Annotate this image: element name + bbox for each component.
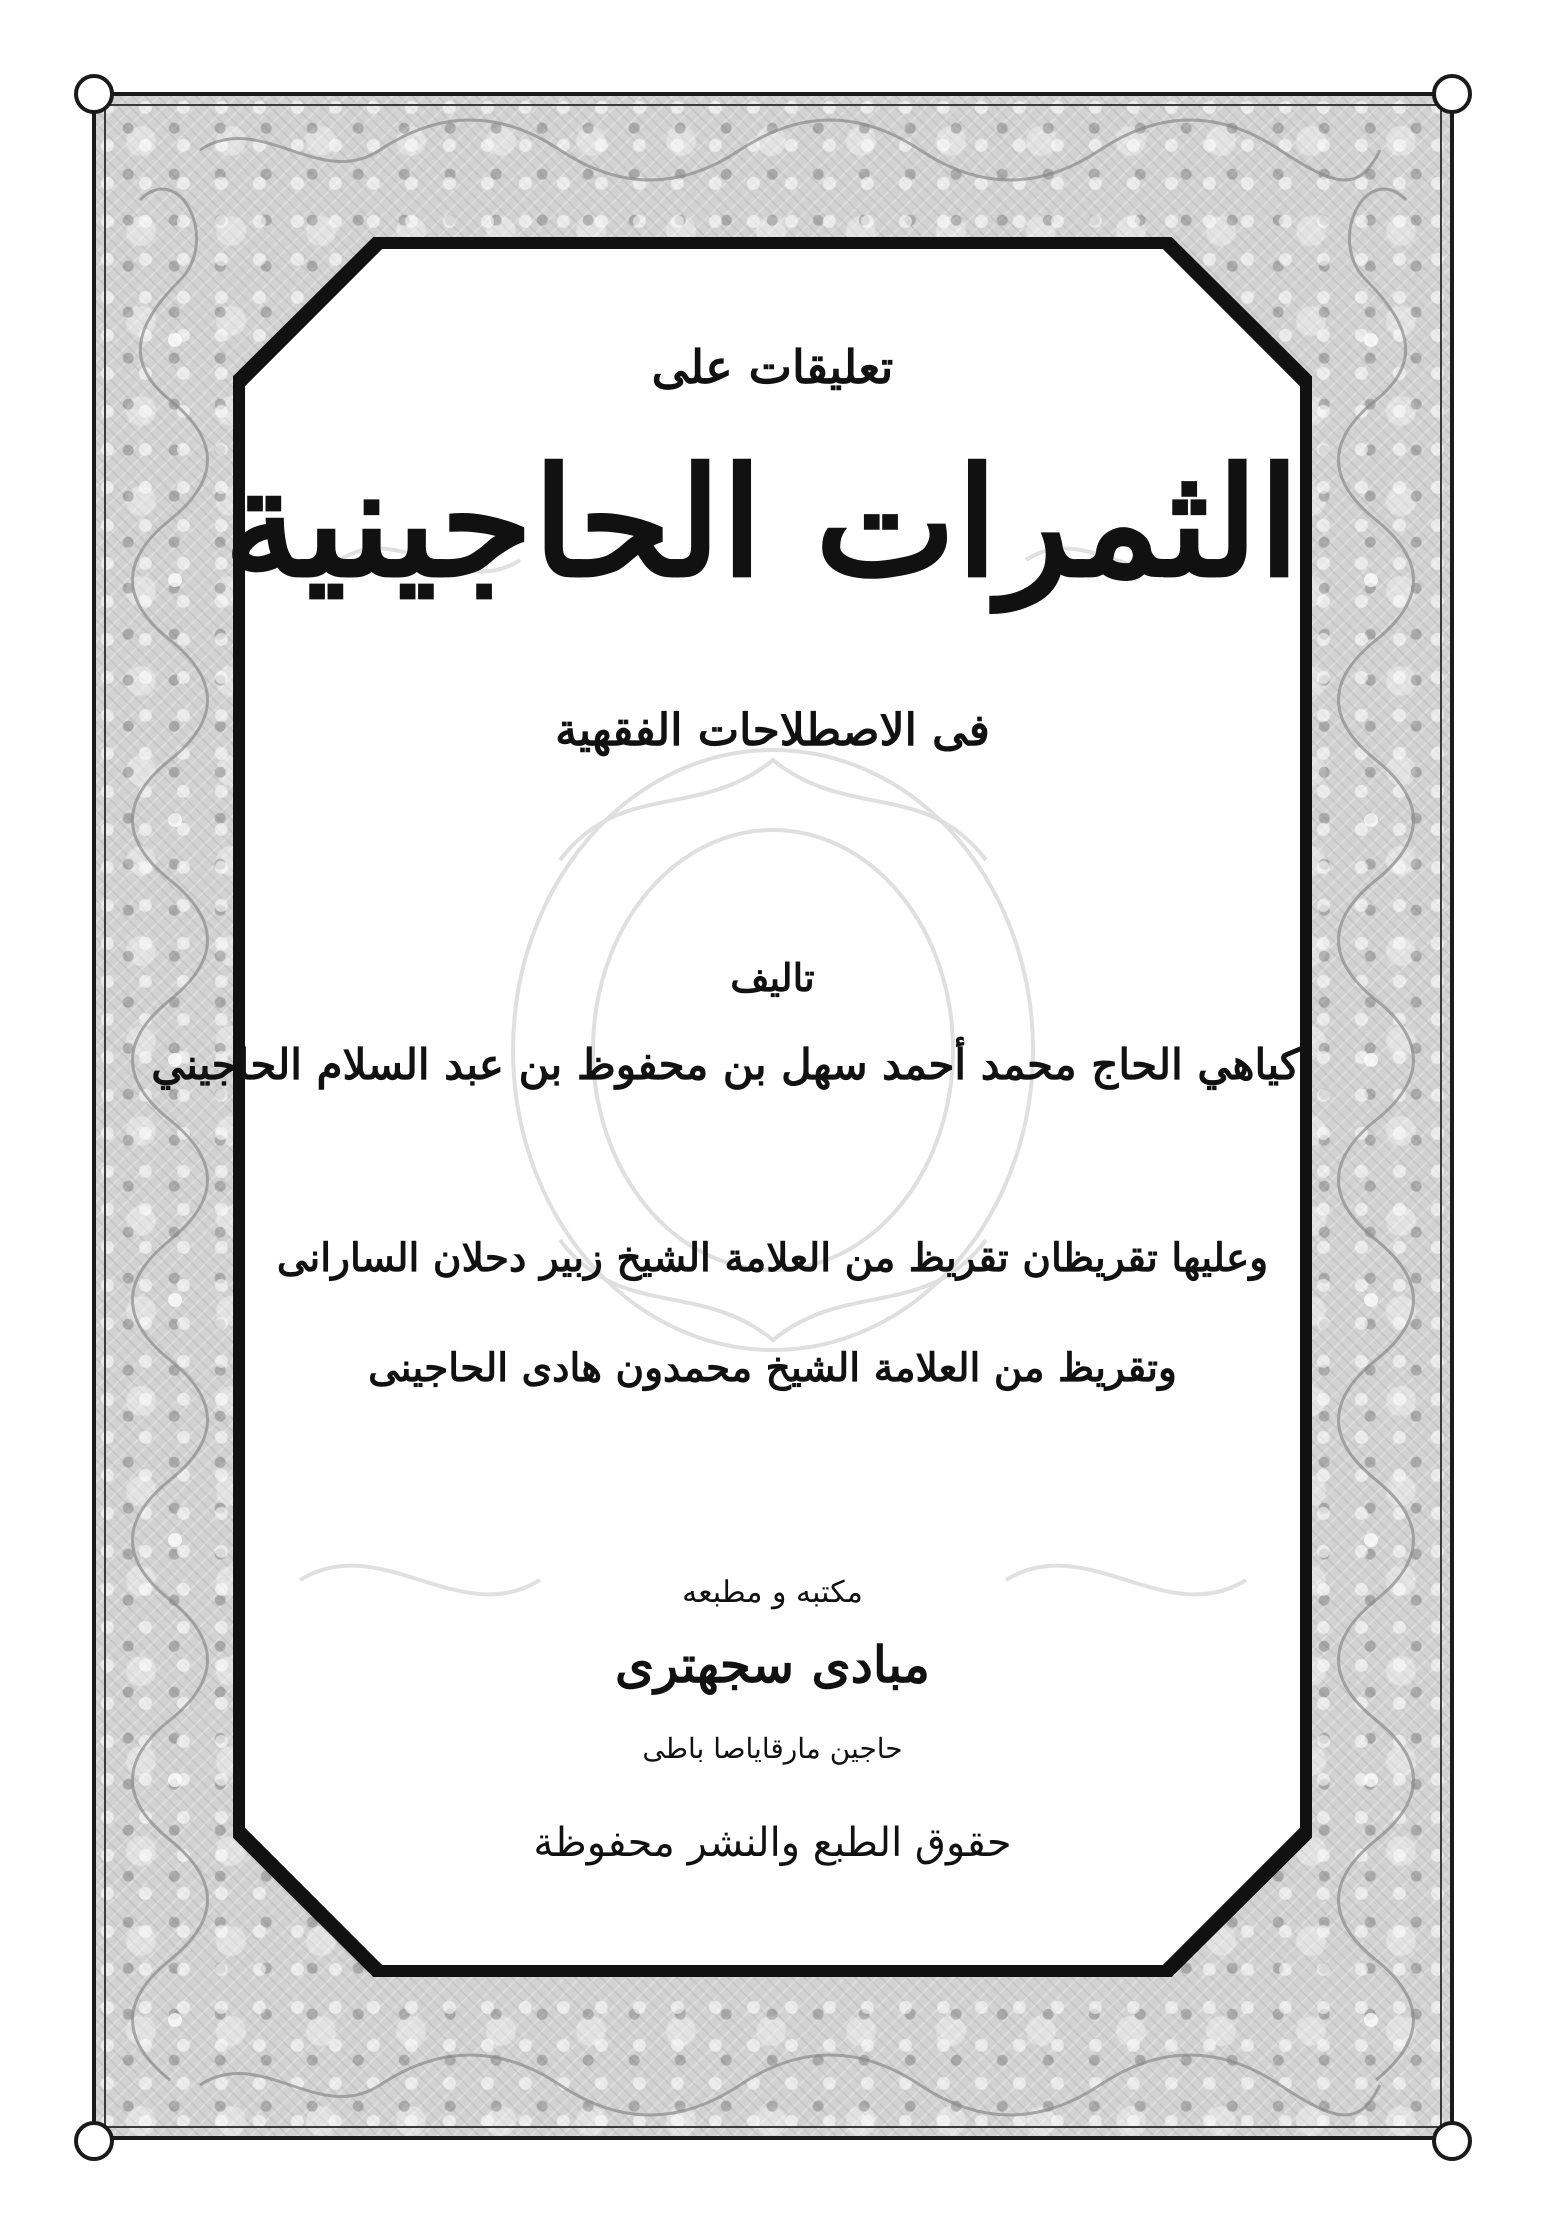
main-title: الثمرات الحاجينية bbox=[223, 435, 1300, 611]
authorship-label: تاليف bbox=[730, 955, 815, 1000]
endorsement-line-2: وتقريظ من العلامة الشيخ محمدون هادى الحاجينى bbox=[368, 1345, 1177, 1391]
publisher-address: حاجين مارقاياصا باطى bbox=[642, 1732, 903, 1765]
intro-line: تعليقات على bbox=[651, 340, 894, 394]
endorsement-line-1: وعليها تقريظان تقريظ من العلامة الشيخ زبير دحلان السارانى bbox=[276, 1235, 1269, 1281]
publisher-name: مبادى سجهترى bbox=[615, 1635, 930, 1694]
rights-notice: حقوق الطبع والنشر محفوظة bbox=[533, 1820, 1012, 1866]
subtitle: فى الاصطلاحات الفقهية bbox=[555, 705, 990, 756]
publisher-label: مكتبه و مطبعه bbox=[682, 1575, 863, 1610]
author-name: كياهي الحاج محمد أحمد سهل بن محفوظ بن عبد السلام الحاجيني bbox=[151, 1040, 1300, 1089]
